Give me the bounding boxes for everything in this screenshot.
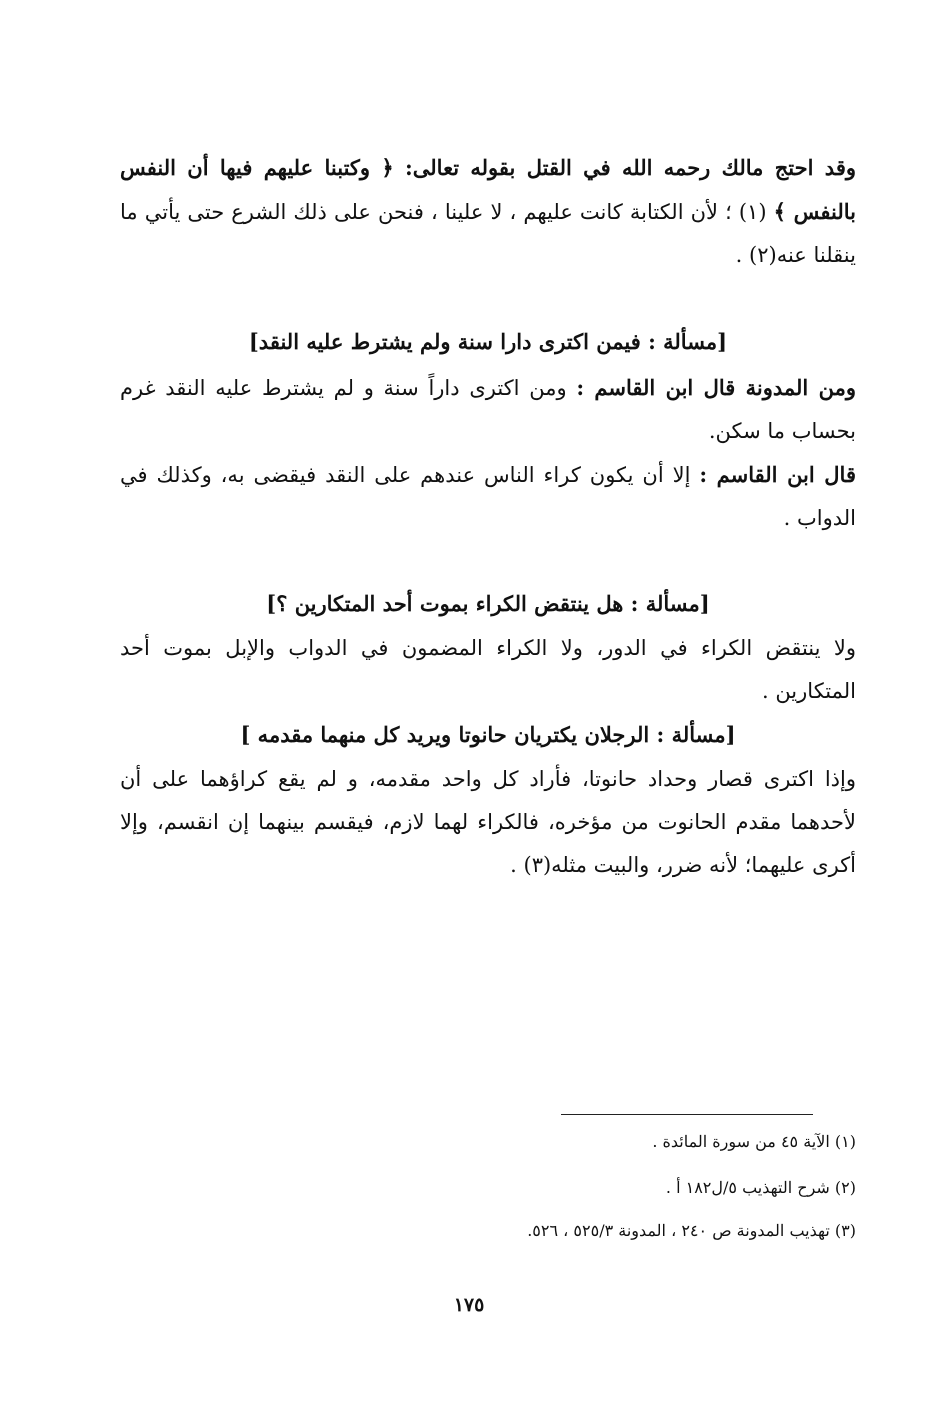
section-1-paragraph-1	[120, 366, 856, 453]
section-1-paragraph-2-text	[120, 453, 856, 540]
section-1-body-1: ومن اكترى داراً سنة و لم يشترط عليه النقد غرم بحساب ما سكن.	[120, 376, 856, 443]
section-2-paragraph-text: ولا ينتقض الكراء في الدور، ولا الكراء المضمون في الدواب والإبل بموت أحد المتكارين .	[120, 636, 856, 703]
opening-paragraph-text	[120, 146, 856, 277]
section-heading-3: [مسألة : الرجلان يكتريان حانوتا ويريد كل منهما مقدمه ]	[240, 722, 736, 747]
page-number: ١٧٥	[453, 1294, 485, 1316]
footnote-1: (١) الآية ٤٥ من سورة المائدة .	[652, 1132, 856, 1151]
opening-paragraph	[120, 146, 856, 277]
footnote-3: (٣) تهذيب المدونة ص ٢٤٠ ، المدونة ٥٢٥/٣ ، ٥٢٦.	[527, 1221, 856, 1240]
footnote-2: (٢) شرح التهذيب ٥/ل١٨٢ أ .	[665, 1178, 856, 1197]
section-heading-2: [مسألة : هل ينتقض الكراء بموت أحد المتكارين ؟]	[266, 591, 710, 616]
section-1-body-2: إلا أن يكون كراء الناس عندهم على النقد فيقضى به، وكذلك في الدواب .	[120, 463, 856, 530]
section-3-paragraph-text: وإذا اكترى قصار وحداد حانوتا، فأراد كل واحد مقدمه، و لم يقع كراؤهما على أن لأحدهما مقدم الحانوت من مؤخره، فالكراء لهما لازم، فيقسم بينهما إن انقسم، وإلا أكرى عليهما؛ لأنه ضرر، والبيت مثله(٣) .	[120, 767, 856, 877]
section-1-paragraph-2	[120, 453, 856, 540]
footnote-separator	[561, 1114, 813, 1115]
section-heading-1: [مسألة : فيمن اكترى دارا سنة ولم يشترط عليه النقد]	[248, 329, 728, 354]
section-1-speaker-1: ومن المدونة قال ابن القاسم :	[576, 375, 856, 400]
section-1-speaker-2: قال ابن القاسم :	[699, 462, 856, 487]
quran-citation: وقد احتج مالك رحمه الله في القتل بقوله تعالى: ﴿ وكتبنا عليهم فيها أن النفس بالنفس ﴾	[120, 155, 856, 224]
opening-paragraph-body: (١) ؛ لأن الكتابة كانت عليهم ، لا علينا ، فنحن على ذلك الشرع حتى يأتي ما ينقلنا عنه(٢) .	[120, 200, 856, 267]
section-1-paragraph-1-text	[120, 366, 856, 453]
section-3-paragraph	[120, 758, 856, 887]
section-2-paragraph	[120, 627, 856, 713]
